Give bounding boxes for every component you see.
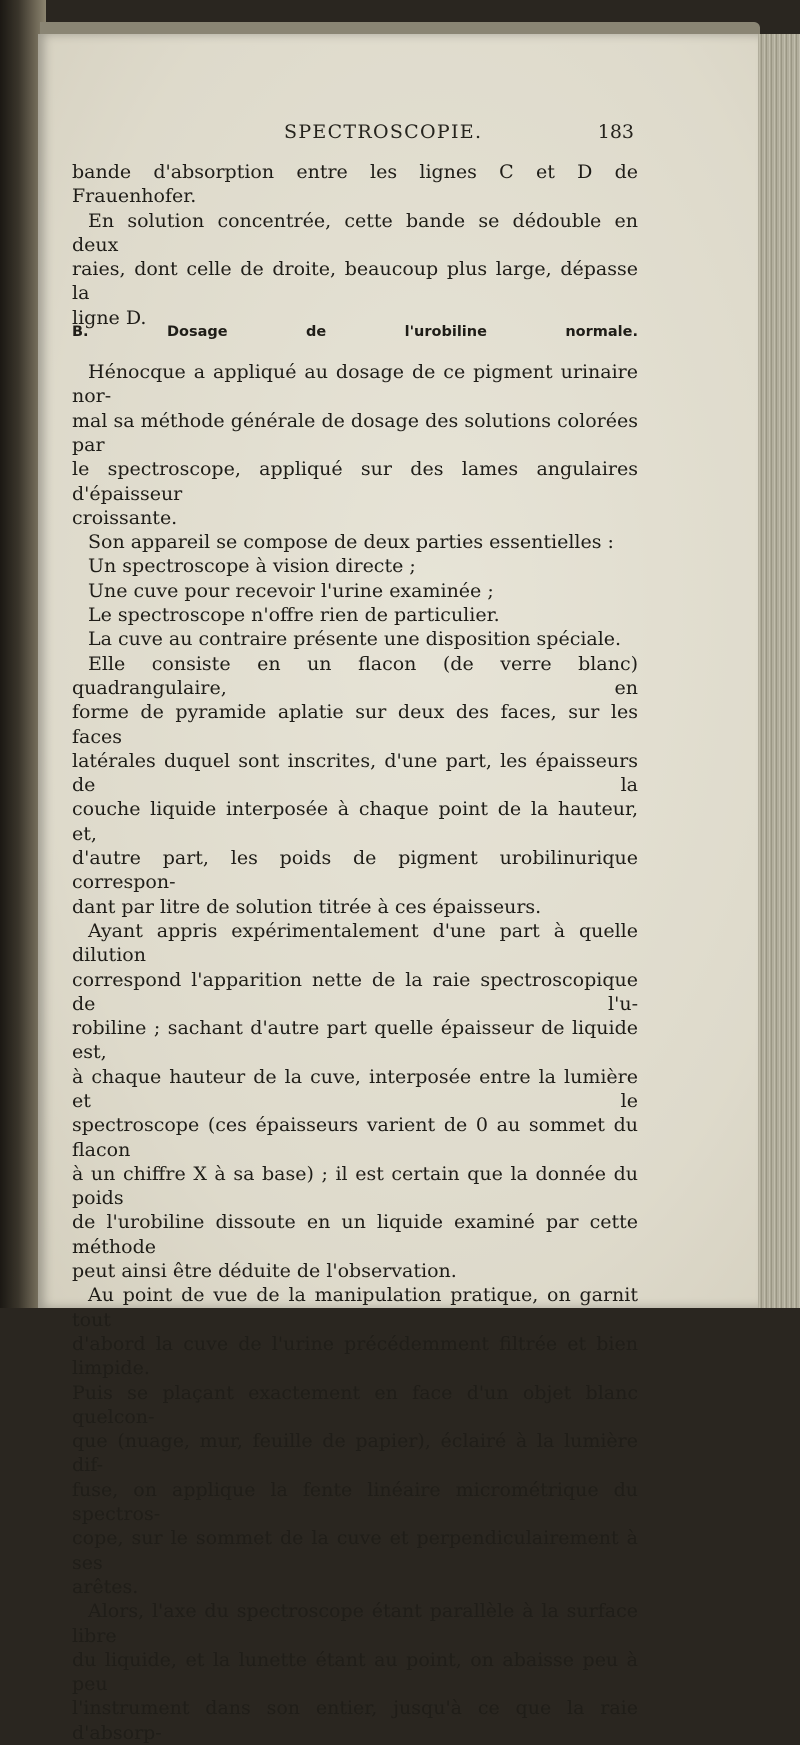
text-line: robiline ; sachant d'autre part quelle épaisseur de liquide est, xyxy=(72,1017,638,1064)
paragraph-9 xyxy=(72,919,638,1283)
text-line: de l'urobiline dissoute en un liquide examiné par cette méthode xyxy=(72,1211,638,1258)
text-line: ligne D. xyxy=(72,306,147,329)
text-line: spectroscope (ces épaisseurs varient de 0 au sommet du flacon xyxy=(72,1114,638,1161)
text-line: Hénocque a appliqué au dosage de ce pigment urinaire nor- xyxy=(72,361,638,408)
running-header xyxy=(72,121,640,151)
text-line: fuse, on applique la fente linéaire micrométrique du spectros- xyxy=(72,1478,638,1526)
text-line: couche liquide interposée à chaque point de la hauteur, et, xyxy=(72,798,638,845)
text-line: latérales duquel sont inscrites, d'une part, les épaisseurs de la xyxy=(72,749,638,797)
text-line: Ayant appris expérimentalement d'une part à quelle dilution xyxy=(72,919,638,967)
paragraph-3: Son appareil se compose de deux parties essentielles : xyxy=(88,531,614,554)
text-line: Puis se plaçant exactement en face d'un objet blanc quelcon- xyxy=(72,1381,638,1428)
text-line: croissante. xyxy=(72,506,178,529)
text-line: raies, dont celle de droite, beaucoup plus large, dépasse la xyxy=(72,258,638,305)
paragraph-4: Un spectroscope à vision directe ; xyxy=(88,555,416,578)
text-line: bande d'absorption entre les lignes C et D de Frauenhofer. xyxy=(72,161,638,208)
text-line: à chaque hauteur de la cuve, interposée entre la lumière et le xyxy=(72,1065,638,1112)
text-line: que (nuage, mur, feuille de papier), éclairé à la lumière dif- xyxy=(72,1430,638,1477)
text-line: du liquide, et la lunette étant au point, on abaisse peu à peu xyxy=(72,1648,638,1696)
text-line: le spectroscope, appliqué sur des lames angulaires d'épaisseur xyxy=(72,458,638,505)
paragraph-5: Une cuve pour recevoir l'urine examinée ; xyxy=(88,579,494,602)
page-number: 183 xyxy=(597,121,634,143)
text-line: Au point de vue de la manipulation pratique, on garnit tout xyxy=(72,1284,638,1331)
paragraph-1 xyxy=(72,209,638,330)
text-line: correspond l'apparition nette de la raie spectroscopique de l'u- xyxy=(72,968,638,1015)
text-line: Elle consiste en un flacon (de verre blanc) quadrangulaire, en xyxy=(72,652,638,699)
running-title: SPECTROSCOPIE. xyxy=(284,121,483,143)
paragraph-6: Le spectroscope n'offre rien de particulier. xyxy=(88,604,500,627)
body-text xyxy=(72,160,638,1745)
page-stack-edge xyxy=(758,34,800,1308)
text-line: d'autre part, les poids de pigment urobilinurique correspon- xyxy=(72,847,638,894)
text-line: En solution concentrée, cette bande se dédouble en deux xyxy=(72,209,638,256)
text-line: Alors, l'axe du spectroscope étant parallèle à la surface libre xyxy=(72,1600,638,1647)
paragraph-7: La cuve au contraire présente une disposition spéciale. xyxy=(88,628,622,651)
text-line: à un chiffre X à sa base) ; il est certain que la donnée du poids xyxy=(72,1162,638,1210)
paragraph-0 xyxy=(72,160,638,209)
paragraph-8 xyxy=(72,652,638,919)
paragraph-10 xyxy=(72,1283,638,1599)
text-line: peut ainsi être déduite de l'observation. xyxy=(72,1260,457,1283)
paragraph-2 xyxy=(72,360,638,530)
text-line: l'instrument dans son entier, jusqu'à ce que la raie d'absorp- xyxy=(72,1697,638,1744)
text-line: cope, sur le sommet de la cuve et perpendiculairement à ses xyxy=(72,1527,638,1574)
text-line: d'abord la cuve de l'urine précédemment filtrée et bien limpide. xyxy=(72,1332,638,1380)
text-line: dant par litre de solution titrée à ces épaisseurs. xyxy=(72,895,542,918)
section-title: B. Dosage de l'urobiline normale. xyxy=(72,324,638,341)
text-line: mal sa méthode générale de dosage des solutions colorées par xyxy=(72,409,638,456)
paragraph-11 xyxy=(72,1599,638,1745)
text-line: forme de pyramide aplatie sur deux des faces, sur les faces xyxy=(72,701,638,748)
text-line: arêtes. xyxy=(72,1575,139,1598)
